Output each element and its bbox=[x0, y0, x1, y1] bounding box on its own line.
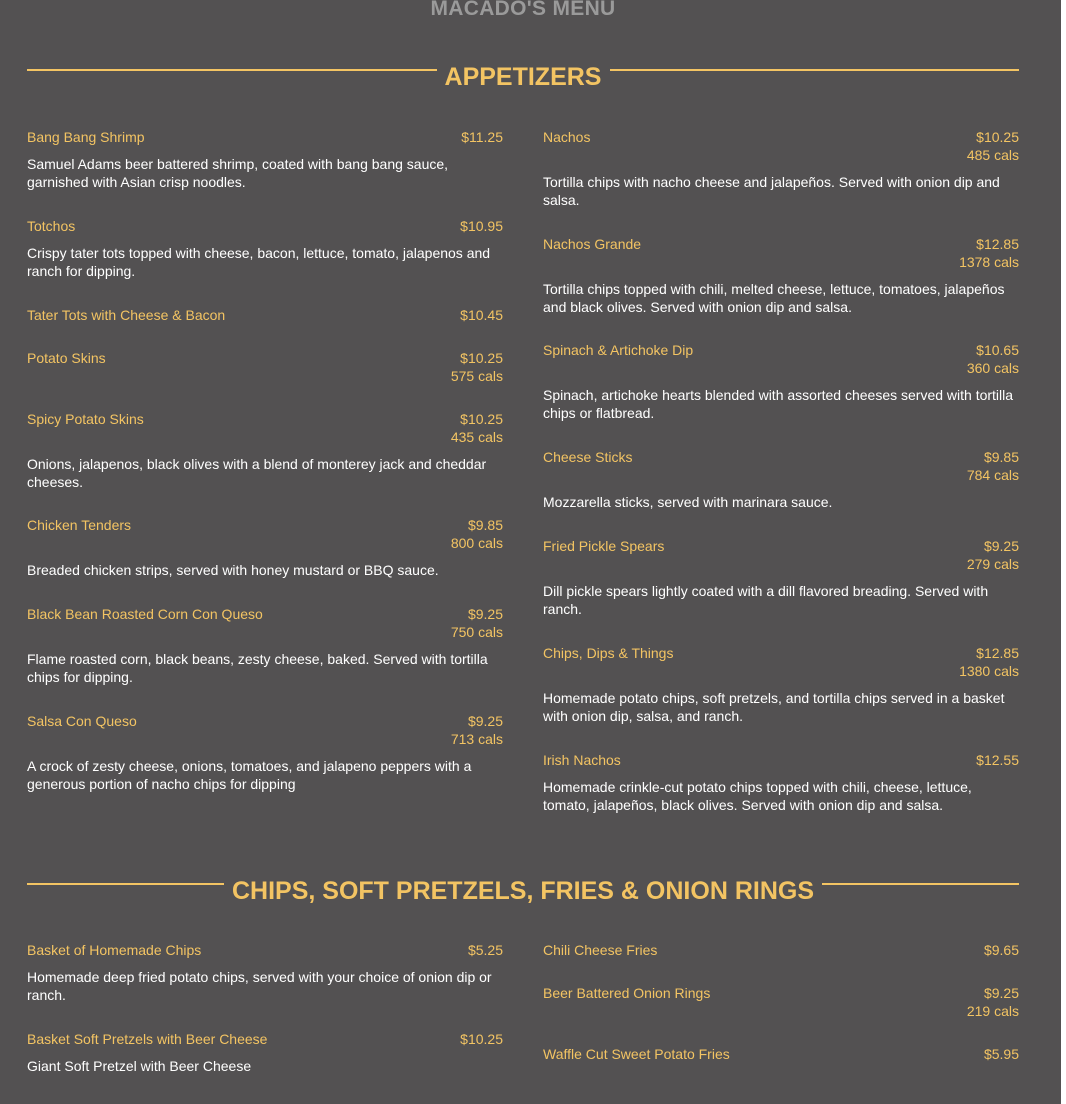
menu-item bbox=[27, 941, 503, 1004]
menu-item-calories: 784 cals bbox=[966, 467, 1019, 483]
menu-item-description: Homemade potato chips, soft pretzels, and tortilla chips served in a basket with onion dip, salsa, and ranch. bbox=[543, 690, 1005, 724]
menu-item-name-link[interactable]: Cheese Sticks bbox=[543, 449, 633, 465]
menu-item-price: $10.25 bbox=[460, 350, 503, 366]
menu-item-price: $10.25 bbox=[460, 1031, 503, 1047]
menu-item-price: $12.85 bbox=[976, 236, 1019, 252]
menu-item-calories: 360 cals bbox=[966, 360, 1019, 376]
menu-item-header bbox=[543, 1045, 1019, 1063]
section-title: APPETIZERS bbox=[444, 63, 602, 91]
section-rule-right bbox=[822, 883, 1019, 885]
menu-item-header bbox=[543, 751, 1019, 769]
menu-item-header bbox=[27, 941, 503, 959]
menu-item-price: $9.85 bbox=[467, 517, 503, 533]
menu-item-calories: 800 cals bbox=[450, 535, 503, 551]
menu-item-price-block bbox=[451, 605, 503, 641]
section-title: CHIPS, SOFT PRETZELS, FRIES & ONION RINGS bbox=[232, 877, 814, 905]
menu-item bbox=[543, 644, 1019, 725]
menu-item-price-block bbox=[451, 410, 503, 446]
menu-item-description: Homemade deep fried potato chips, served with your choice of onion dip or ranch. bbox=[27, 969, 492, 1003]
menu-item-name-link[interactable]: Chicken Tenders bbox=[27, 517, 132, 533]
menu-item-header bbox=[27, 410, 503, 446]
menu-item bbox=[543, 537, 1019, 618]
menu-item-price-block bbox=[468, 941, 503, 959]
menu-item-price-block bbox=[967, 984, 1019, 1020]
menu-item-description: Giant Soft Pretzel with Beer Cheese bbox=[27, 1058, 252, 1074]
menu-item-price-block bbox=[984, 941, 1019, 959]
menu-item bbox=[543, 751, 1019, 814]
menu-item-header bbox=[27, 306, 503, 324]
menu-item bbox=[27, 306, 503, 324]
menu-item bbox=[27, 605, 503, 686]
menu-item-name-link[interactable]: Tater Tots with Cheese & Bacon bbox=[27, 307, 226, 323]
menu-item-description: Mozzarella sticks, served with marinara sauce. bbox=[543, 494, 833, 510]
menu-item-header bbox=[27, 712, 503, 748]
menu-item-name-link[interactable]: Spinach & Artichoke Dip bbox=[543, 342, 694, 358]
menu-item-price: $9.65 bbox=[983, 942, 1019, 958]
menu-item-price-block bbox=[460, 1030, 503, 1048]
menu-item-description: A crock of zesty cheese, onions, tomatoes, and jalapeno peppers with a generous portion of nacho chips for dipping bbox=[27, 758, 472, 792]
menu-item-header bbox=[27, 605, 503, 641]
menu-item-description: Breaded chicken strips, served with honey mustard or BBQ sauce. bbox=[27, 562, 439, 578]
menu-item-price: $12.85 bbox=[976, 645, 1019, 661]
menu-item-price-block bbox=[451, 516, 503, 552]
menu-item-price-block bbox=[967, 448, 1019, 484]
menu-item-price-block bbox=[967, 341, 1019, 377]
menu-item-price: $9.25 bbox=[983, 985, 1019, 1001]
menu-item-price: $10.95 bbox=[460, 218, 503, 234]
menu-item-price: $9.25 bbox=[467, 606, 503, 622]
menu-item-price-block bbox=[976, 751, 1019, 769]
menu-item-price-block bbox=[967, 128, 1019, 164]
menu-item-header bbox=[543, 235, 1019, 271]
menu-item-price: $5.95 bbox=[983, 1046, 1019, 1062]
menu-item-price-block bbox=[967, 537, 1019, 573]
menu-item bbox=[27, 217, 503, 280]
menu-item-calories: 485 cals bbox=[966, 147, 1019, 163]
menu-item-header bbox=[27, 349, 503, 385]
menu-item-price-block bbox=[451, 349, 503, 385]
menu-item-price: $10.45 bbox=[460, 307, 503, 323]
menu-item bbox=[27, 1030, 503, 1076]
menu-item-description: Tortilla chips with nacho cheese and jalapeños. Served with onion dip and salsa. bbox=[543, 174, 1000, 208]
menu-item-calories: 1378 cals bbox=[959, 254, 1019, 270]
menu-item-price-block bbox=[461, 128, 503, 146]
menu-item-price: $9.25 bbox=[467, 713, 503, 729]
menu-item-name-link[interactable]: Basket of Homemade Chips bbox=[27, 942, 202, 958]
menu-item-name-link[interactable]: Fried Pickle Spears bbox=[543, 538, 665, 554]
menu-item-name-link[interactable]: Potato Skins bbox=[27, 350, 106, 366]
menu-item bbox=[27, 516, 503, 580]
menu-item-price: $5.25 bbox=[467, 942, 503, 958]
menu-item-price-block bbox=[460, 217, 503, 235]
menu-item-name-link[interactable]: Bang Bang Shrimp bbox=[27, 129, 145, 145]
menu-item-calories: 435 cals bbox=[450, 429, 503, 445]
menu-item-description: Onions, jalapenos, black olives with a blend of monterey jack and cheddar cheeses. bbox=[27, 456, 487, 490]
menu-item bbox=[543, 984, 1019, 1020]
menu-item-description: Tortilla chips topped with chili, melted cheese, lettuce, tomatoes, jalapeños and black olives. Served with onion dip and salsa. bbox=[543, 281, 1005, 315]
menu-item-name-link[interactable]: Beer Battered Onion Rings bbox=[543, 985, 711, 1001]
menu-item-name-link[interactable]: Chili Cheese Fries bbox=[543, 942, 658, 958]
menu-item bbox=[27, 410, 503, 491]
menu-item-header bbox=[543, 644, 1019, 680]
menu-item bbox=[543, 941, 1019, 959]
menu-item-name-link[interactable]: Salsa Con Queso bbox=[27, 713, 137, 729]
menu-item bbox=[27, 128, 503, 191]
menu-item-description: Homemade crinkle-cut potato chips topped with chili, cheese, lettuce, tomato, jalapeños, black olives. Served with onion dip and salsa. bbox=[543, 779, 972, 813]
menu-item-description: Samuel Adams beer battered shrimp, coated with bang bang sauce, garnished with Asian crisp noodles. bbox=[27, 156, 449, 190]
menu-item-calories: 279 cals bbox=[966, 556, 1019, 572]
section-rule-right bbox=[610, 69, 1020, 71]
menu-item-price-block bbox=[959, 644, 1019, 680]
menu-item-header bbox=[27, 217, 503, 235]
menu-item bbox=[27, 712, 503, 793]
menu-item-calories: 1380 cals bbox=[959, 663, 1019, 679]
menu-item-header bbox=[543, 448, 1019, 484]
menu-item bbox=[543, 448, 1019, 512]
menu-item-name-link[interactable]: Waffle Cut Sweet Potato Fries bbox=[543, 1046, 730, 1062]
menu-item bbox=[27, 349, 503, 385]
menu-item-description: Spinach, artichoke hearts blended with assorted cheeses served with tortilla chips or flatbread. bbox=[543, 387, 1014, 421]
menu-item-header bbox=[543, 941, 1019, 959]
menu-item-price: $10.65 bbox=[976, 342, 1019, 358]
menu-item-price: $11.25 bbox=[461, 129, 503, 145]
menu-item-header bbox=[543, 128, 1019, 164]
section-rule-left bbox=[27, 69, 437, 71]
menu-item-calories: 219 cals bbox=[966, 1003, 1019, 1019]
menu-item-name-link[interactable]: Totchos bbox=[27, 218, 76, 234]
menu-item-name-link[interactable]: Basket Soft Pretzels with Beer Cheese bbox=[27, 1031, 268, 1047]
menu-item-name-link[interactable]: Black Bean Roasted Corn Con Queso bbox=[27, 606, 263, 622]
menu-item bbox=[543, 235, 1019, 316]
menu-item-header bbox=[543, 341, 1019, 377]
menu-item-header bbox=[543, 984, 1019, 1020]
menu-item-header bbox=[27, 516, 503, 552]
menu-item bbox=[543, 341, 1019, 422]
menu-title: MACADO'S MENU bbox=[430, 0, 616, 20]
menu-item-price: $9.85 bbox=[983, 449, 1019, 465]
menu-item-header bbox=[27, 1030, 503, 1048]
menu-item-price-block bbox=[460, 306, 503, 324]
menu-item-price-block bbox=[451, 712, 503, 748]
menu-item bbox=[543, 128, 1019, 209]
menu-item-calories: 713 cals bbox=[450, 731, 503, 747]
menu-item-calories: 575 cals bbox=[450, 368, 503, 384]
menu-item-price: $9.25 bbox=[983, 538, 1019, 554]
menu-item-name-link[interactable]: Chips, Dips & Things bbox=[543, 645, 674, 661]
section-rule-left bbox=[27, 883, 224, 885]
menu-item-price: $10.25 bbox=[460, 411, 503, 427]
menu-item-description: Dill pickle spears lightly coated with a dill flavored breading. Served with ranch. bbox=[543, 583, 989, 617]
menu-item-price: $10.25 bbox=[976, 129, 1019, 145]
section-header-appetizers bbox=[27, 61, 1019, 93]
menu-item-name-link[interactable]: Spicy Potato Skins bbox=[27, 411, 144, 427]
menu-item-calories: 750 cals bbox=[450, 624, 503, 640]
menu-item bbox=[543, 1045, 1019, 1063]
menu-item-name-link[interactable]: Nachos Grande bbox=[543, 236, 642, 252]
menu-item-price-block bbox=[959, 235, 1019, 271]
menu-item-name-link[interactable]: Nachos bbox=[543, 129, 591, 145]
menu-item-price: $12.55 bbox=[976, 752, 1019, 768]
menu-item-price-block bbox=[984, 1045, 1019, 1063]
menu-item-header bbox=[543, 537, 1019, 573]
menu-item-name-link[interactable]: Irish Nachos bbox=[543, 752, 621, 768]
menu-item-description: Flame roasted corn, black beans, zesty cheese, baked. Served with tortilla chips for dipping. bbox=[27, 651, 488, 685]
menu-item-header bbox=[27, 128, 503, 146]
menu-item-description: Crispy tater tots topped with cheese, bacon, lettuce, tomato, jalapenos and ranch for dipping. bbox=[27, 245, 491, 279]
section-header-chips bbox=[27, 875, 1019, 907]
